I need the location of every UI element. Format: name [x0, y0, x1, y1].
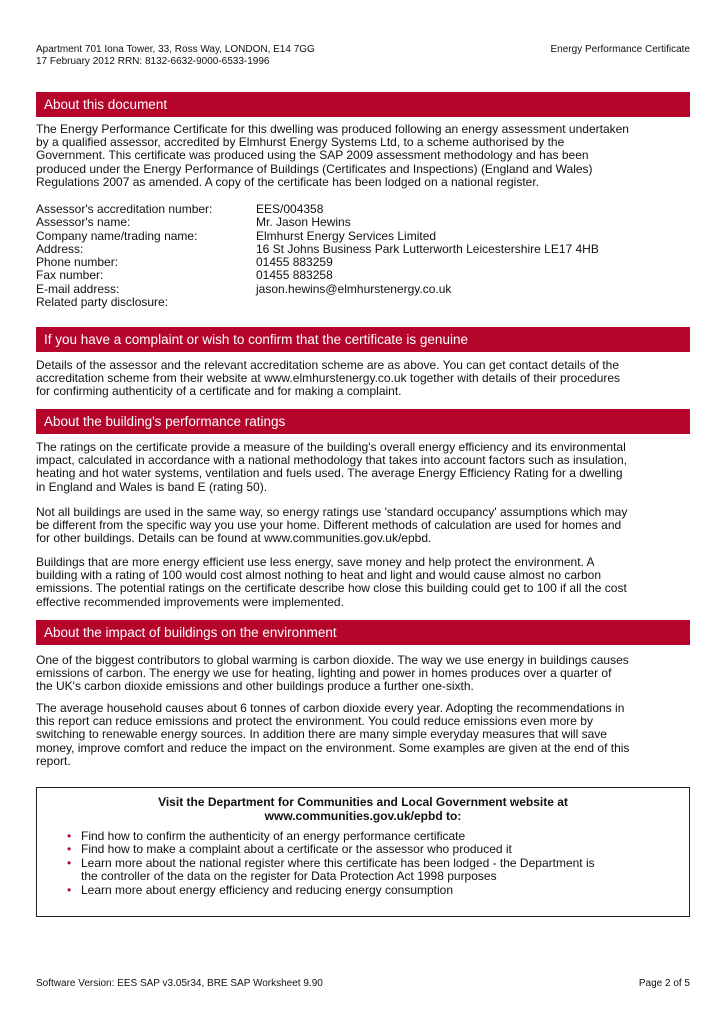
- bullet-icon: •: [67, 882, 72, 897]
- text-line: Not all buildings are used in the same way, so energy ratings use 'standard occupancy' assumptions which may: [36, 505, 628, 519]
- box-heading-url: www.communities.gov.uk/epbd to:: [264, 809, 462, 823]
- assessor-row: [36, 256, 690, 269]
- assessor-row: [36, 230, 690, 243]
- text-line: heating and hot water systems, ventilation and fuels used. The average Energy Efficiency Rating for a dwelling: [36, 466, 623, 481]
- text-line: for other buildings. Details can be found at www.communities.gov.uk/epbd.: [36, 531, 432, 546]
- text-line: this report can reduce emissions and protect the environment. You could reduce emissions even more by: [36, 714, 593, 729]
- assessor-row: [36, 269, 690, 282]
- assessor-value: [256, 296, 690, 309]
- assessor-details: [36, 203, 690, 309]
- assessor-row: [36, 216, 690, 229]
- page-footer: [36, 978, 690, 990]
- text-line: Government. This certificate was produced using the SAP 2009 assessment methodology and has been: [36, 148, 589, 163]
- text-line: Regulations 2007 as amended. A copy of the certificate has been lodged on a national register.: [36, 174, 540, 189]
- assessor-value: 16 St Johns Business Park Lutterworth Leicestershire LE17 4HB: [256, 241, 599, 256]
- ratings-para-3: [36, 556, 690, 609]
- text-line: in England and Wales is band E (rating 50).: [36, 479, 268, 494]
- property-address: Apartment 701 Iona Tower, 33, Ross Way, LONDON, E14 7GG: [36, 44, 315, 55]
- about-document-text: [36, 123, 690, 189]
- box-list: [65, 830, 655, 897]
- assessor-label: E-mail address:: [36, 281, 120, 296]
- text-line: switching to renewable energy sources. In addition there are many simple everyday measures that will save: [36, 727, 607, 742]
- ratings-para-1: [36, 441, 690, 494]
- text-line: by a qualified assessor, accredited by Elmhurst Energy Systems Ltd, to a scheme authorised by the: [36, 135, 565, 150]
- assessor-label: Phone number:: [36, 255, 119, 270]
- assessor-label: Address:: [36, 241, 84, 256]
- bullet-icon: •: [67, 842, 72, 857]
- document-title: Energy Performance Certificate: [550, 44, 690, 55]
- text-line: impact, calculated in accordance with a national methodology that takes into account factors such as insulation,: [36, 453, 628, 468]
- list-item-text: the controller of the data on the register for Data Protection Act 1998 purposes: [81, 869, 497, 884]
- list-item-text: Find how to make a complaint about a certificate or the assessor who produced it: [81, 842, 512, 857]
- text-line: money, improve comfort and reduce the impact on the environment. Some examples are given at the end of this: [36, 740, 630, 755]
- assessor-row: [36, 203, 690, 216]
- assessor-value: 01455 883258: [256, 268, 333, 283]
- assessor-label: Assessor's name:: [36, 215, 131, 230]
- text-line: produced under the Energy Performance of Buildings (Certificates and Inspections) (England and Wales): [36, 161, 593, 176]
- text-line: the UK's carbon dioxide emissions and other buildings produce a further one-sixth.: [36, 679, 474, 694]
- box-heading-line: Visit the Department for Communities and Local Government website at: [158, 795, 568, 809]
- text-line: for confirming authenticity of a certificate and for making a complaint.: [36, 384, 402, 399]
- assessor-row: [36, 296, 690, 309]
- ratings-para-2: [36, 506, 690, 546]
- list-item: [65, 843, 655, 856]
- assessor-value: EES/004358: [256, 202, 324, 216]
- complaint-text: [36, 359, 690, 399]
- text-line: emissions of carbon. The energy we use for heating, lighting and power in homes produces over a quarter of: [36, 666, 612, 681]
- text-line: emissions. The potential ratings on the certificate describe how close this building could get to 100 if all the cost: [36, 581, 627, 596]
- list-item-text: Find how to confirm the authenticity of an energy performance certificate: [81, 829, 466, 843]
- assessor-value: 01455 883259: [256, 255, 333, 270]
- text-line: be different from the specific way you use your home. Different methods of calculation are used for homes and: [36, 518, 622, 533]
- text-line: effective recommended improvements were implemented.: [36, 594, 344, 609]
- text-line: report.: [36, 753, 71, 768]
- assessor-value: Mr. Jason Hewins: [256, 215, 351, 230]
- page-number: Page 2 of 5: [638, 978, 690, 989]
- assessor-label: Fax number:: [36, 268, 104, 283]
- text-line: Details of the assessor and the relevant accreditation scheme are as above. You can get contact details of the: [36, 358, 620, 372]
- assessor-label: Related party disclosure:: [36, 295, 169, 310]
- section-band-about-document: About this document: [36, 92, 690, 117]
- dclg-info-box: [36, 787, 690, 917]
- assessor-value: Elmhurst Energy Services Limited: [256, 228, 437, 243]
- text-line: One of the biggest contributors to global warming is carbon dioxide. The way we use energy in buildings causes: [36, 653, 629, 667]
- list-item-text: Learn more about energy efficiency and reducing energy consumption: [81, 882, 454, 897]
- section-band-environment: About the impact of buildings on the environment: [36, 620, 690, 645]
- page-header: [36, 44, 690, 68]
- environment-para-2: [36, 702, 690, 768]
- software-version: Software Version: EES SAP v3.05r34, BRE SAP Worksheet 9.90: [36, 978, 323, 989]
- text-line: building with a rating of 100 would cost almost nothing to heat and light and would cause almost no carbon: [36, 568, 602, 583]
- list-item-text: Learn more about the national register where this certificate has been lodged - the Department is: [81, 855, 595, 870]
- box-heading: [37, 795, 689, 823]
- bullet-icon: •: [67, 855, 72, 870]
- section-band-ratings: About the building's performance ratings: [36, 409, 690, 434]
- list-item: [65, 857, 655, 884]
- text-line: Buildings that are more energy efficient use less energy, save money and help protect the environment. A: [36, 555, 595, 569]
- list-item: [65, 884, 655, 897]
- text-line: accreditation scheme from their website at www.elmhurstenergy.co.uk together with details of their procedures: [36, 371, 621, 386]
- date-rrn: 17 February 2012 RRN: 8132-6632-9000-6533-1996: [36, 56, 270, 67]
- text-line: The average household causes about 6 tonnes of carbon dioxide every year. Adopting the recommendations in: [36, 701, 625, 715]
- assessor-row: [36, 243, 690, 256]
- text-line: The ratings on the certificate provide a measure of the building's overall energy efficiency and its environmental: [36, 440, 626, 454]
- assessor-label: Company name/trading name:: [36, 228, 198, 243]
- assessor-value: jason.hewins@elmhurstenergy.co.uk: [256, 281, 452, 296]
- assessor-row: [36, 283, 690, 296]
- section-band-complaint: If you have a complaint or wish to confirm that the certificate is genuine: [36, 327, 690, 352]
- text-line: The Energy Performance Certificate for this dwelling was produced following an energy assessment undertaken: [36, 122, 629, 136]
- list-item: [65, 830, 655, 843]
- environment-para-1: [36, 654, 690, 694]
- bullet-icon: •: [67, 829, 72, 843]
- assessor-label: Assessor's accreditation number:: [36, 202, 213, 216]
